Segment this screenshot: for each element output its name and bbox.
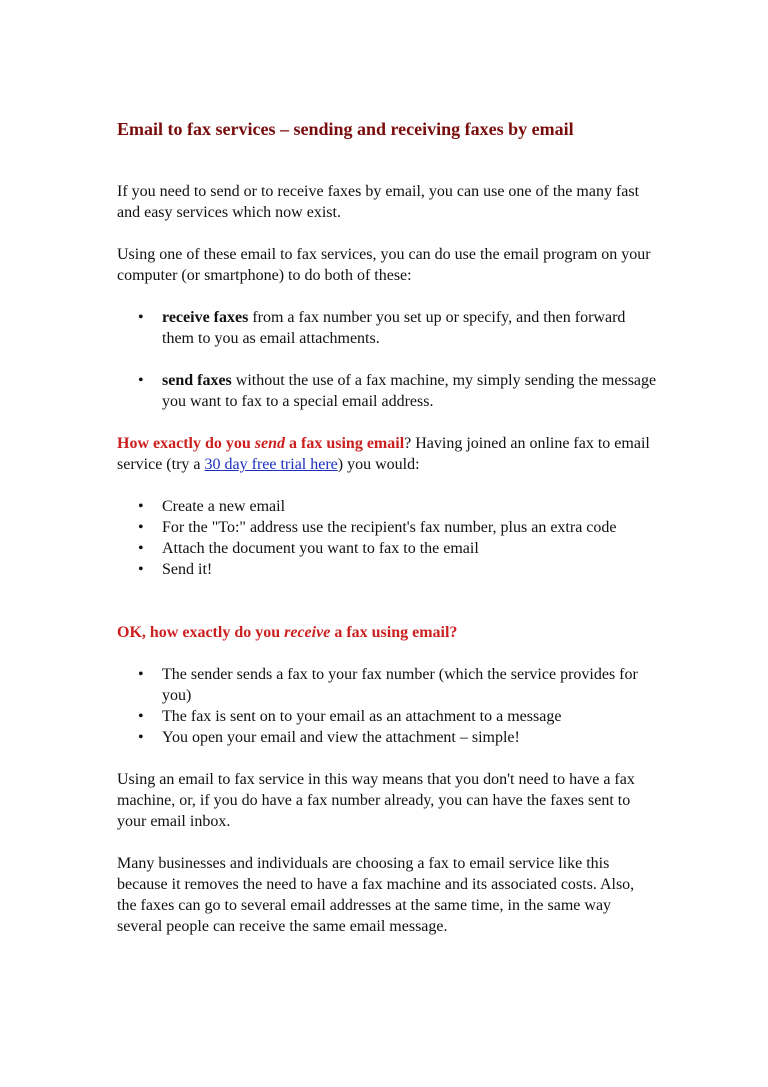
receive-heading-post: a fax using email?	[330, 624, 458, 641]
list-item: • The sender sends a fax to your fax number (which the service provides for you)	[162, 664, 657, 706]
list-item: • Create a new email	[162, 496, 657, 517]
list-item	[162, 370, 657, 412]
list-item-text: without the use of a fax machine, my simply sending the message you want to fax to a special email address.	[162, 372, 657, 410]
send-intro-text: ? Having joined an online fax to email service (try a	[117, 435, 650, 473]
send-intro-text-end: ) you would:	[337, 456, 420, 473]
send-heading-em: send	[254, 435, 286, 452]
document-title: Email to fax services – sending and receiving faxes by email	[117, 119, 574, 139]
list-item: • For the "To:" address use the recipient's fax number, plus an extra code	[162, 517, 657, 538]
receive-heading-em: receive	[284, 624, 331, 641]
list-item: • Send it!	[162, 559, 657, 580]
list-item-bold: receive faxes	[162, 309, 249, 326]
using-paragraph: Using one of these email to fax services, you can do use the email program on your computer (or smartphone) to do both of these:	[117, 246, 651, 284]
send-section-paragraph	[117, 433, 657, 475]
list-item: • Attach the document you want to fax to the email	[162, 538, 657, 559]
list-item	[162, 307, 657, 349]
document-body	[117, 118, 657, 958]
intro-paragraph: If you need to send or to receive faxes by email, you can use one of the many fast and easy services which now exist.	[117, 183, 640, 221]
capabilities-list	[117, 307, 657, 412]
list-item-text: from a fax number you set up or specify, and then forward them to you as email attachments.	[162, 309, 626, 347]
receive-heading	[117, 622, 657, 643]
send-steps-list	[117, 496, 657, 580]
list-item: • The fax is sent on to your email as an attachment to a message	[162, 706, 657, 727]
send-heading	[117, 435, 404, 452]
receive-heading-pre: OK, how exactly do you	[117, 624, 285, 641]
send-heading-pre: How exactly do you	[117, 435, 255, 452]
receive-steps-list	[117, 664, 657, 748]
closing-paragraph-1: Using an email to fax service in this way means that you don't need to have a fax machine, or, if you do have a fax number already, you can have the faxes sent to your email inbox.	[117, 771, 635, 830]
send-heading-post: a fax using email	[285, 435, 405, 452]
closing-paragraph-2: Many businesses and individuals are choosing a fax to email service like this because it removes the need to have a fax machine and its associated costs. Also, the faxes can go to several email addresses at the same time, in the same way several people can receive the same email message.	[117, 855, 635, 935]
list-item: • You open your email and view the attachment – simple!	[162, 727, 657, 748]
free-trial-link[interactable]: 30 day free trial here	[204, 456, 338, 473]
list-item-bold: send faxes	[162, 372, 232, 389]
